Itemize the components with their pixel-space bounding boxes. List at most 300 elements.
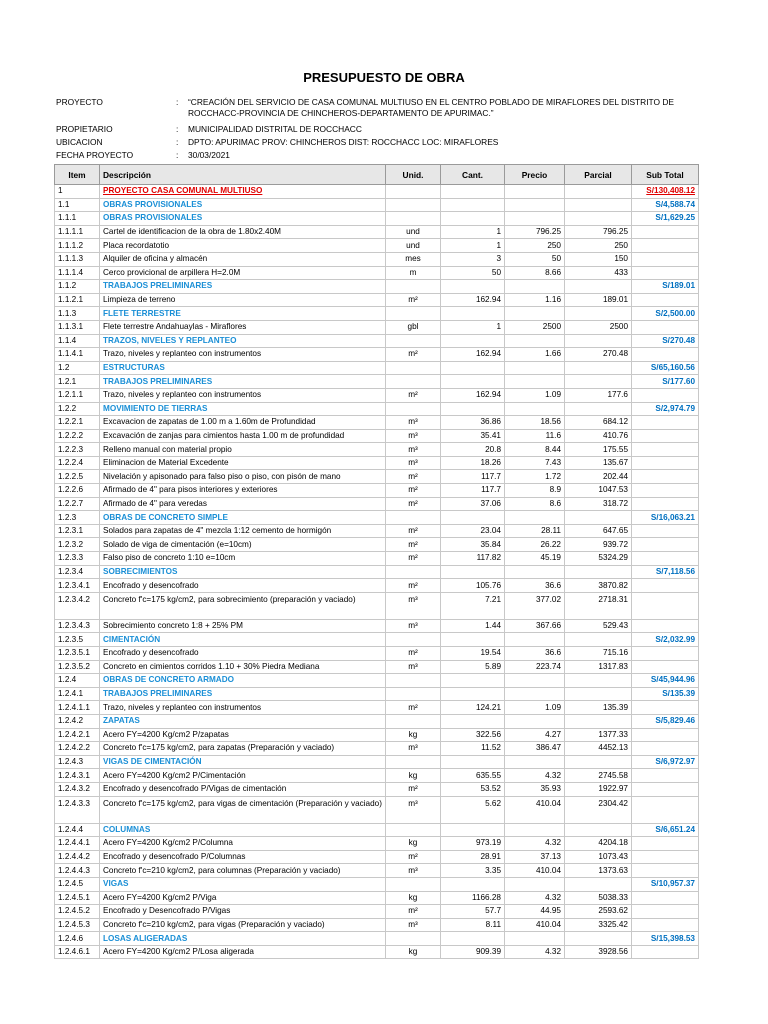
group-row bbox=[55, 361, 699, 375]
table-row bbox=[55, 579, 699, 593]
cell-precio bbox=[505, 565, 565, 579]
table-row bbox=[55, 484, 699, 498]
cell-unid: m³ bbox=[386, 416, 441, 430]
cell-cant bbox=[441, 402, 505, 416]
cell-unid: m³ bbox=[386, 443, 441, 457]
table-row bbox=[55, 429, 699, 443]
cell-unid: kg bbox=[386, 891, 441, 905]
cell-item: 1.2.2.6 bbox=[55, 484, 100, 498]
cell-item: 1.2.3.5.2 bbox=[55, 660, 100, 674]
cell-cant bbox=[441, 633, 505, 647]
cell-cant: 1.44 bbox=[441, 619, 505, 633]
cell-cant bbox=[441, 280, 505, 294]
cell-desc: Concreto f'c=175 kg/cm2, para zapatas (Preparación y vaciado) bbox=[100, 742, 386, 756]
meta-label: PROYECTO bbox=[56, 97, 103, 107]
budget-table bbox=[54, 164, 699, 959]
cell-sub bbox=[632, 660, 699, 674]
cell-unid: m² bbox=[386, 470, 441, 484]
meta-value: MUNICIPALIDAD DISTRITAL DE ROCCHACC bbox=[188, 124, 362, 134]
cell-sub: S/2,974.79 bbox=[632, 402, 699, 416]
cell-cant: 909.39 bbox=[441, 945, 505, 959]
cell-parcial: 647.65 bbox=[565, 524, 632, 538]
group-row bbox=[55, 932, 699, 946]
cell-cant: 117.82 bbox=[441, 552, 505, 566]
cell-parcial: 5324.29 bbox=[565, 552, 632, 566]
table-row bbox=[55, 239, 699, 253]
cell-item: 1.1.3.1 bbox=[55, 320, 100, 334]
cell-sub bbox=[632, 416, 699, 430]
cell-desc: Relleno manual con material propio bbox=[100, 443, 386, 457]
table-row bbox=[55, 728, 699, 742]
cell-desc: Concreto f'c=210 kg/cm2, para vigas (Preparación y vaciado) bbox=[100, 918, 386, 932]
cell-unid: m³ bbox=[386, 918, 441, 932]
cell-precio: 1.09 bbox=[505, 701, 565, 715]
group-row bbox=[55, 375, 699, 389]
cell-item: 1.2.2.5 bbox=[55, 470, 100, 484]
cell-precio: 410.04 bbox=[505, 796, 565, 823]
cell-sub: S/135.39 bbox=[632, 687, 699, 701]
cell-desc: Concreto en cimientos corridos 1.10 + 30% Piedra Mediana bbox=[100, 660, 386, 674]
cell-cant: 7.21 bbox=[441, 592, 505, 619]
table-row bbox=[55, 742, 699, 756]
cell-sub bbox=[632, 918, 699, 932]
cell-parcial: 135.67 bbox=[565, 456, 632, 470]
table-row bbox=[55, 701, 699, 715]
cell-parcial bbox=[565, 714, 632, 728]
cell-precio: 386.47 bbox=[505, 742, 565, 756]
cell-parcial bbox=[565, 198, 632, 212]
table-header-row bbox=[55, 165, 699, 185]
cell-item: 1.1.4 bbox=[55, 334, 100, 348]
cell-cant: 117.7 bbox=[441, 470, 505, 484]
cell-precio: 410.04 bbox=[505, 864, 565, 878]
cell-precio: 18.56 bbox=[505, 416, 565, 430]
table-body bbox=[55, 185, 699, 959]
group-row bbox=[55, 565, 699, 579]
cell-precio: 4.32 bbox=[505, 891, 565, 905]
cell-item: 1.2.3.4.3 bbox=[55, 619, 100, 633]
group-row bbox=[55, 185, 699, 199]
cell-cant: 322.56 bbox=[441, 728, 505, 742]
cell-unid: m³ bbox=[386, 456, 441, 470]
cell-unid: m³ bbox=[386, 742, 441, 756]
cell-sub: S/177.60 bbox=[632, 375, 699, 389]
cell-desc: Encofrado y desencofrado bbox=[100, 647, 386, 661]
cell-parcial bbox=[565, 674, 632, 688]
meta-colon: : bbox=[176, 150, 179, 160]
table-row bbox=[55, 905, 699, 919]
group-row bbox=[55, 212, 699, 226]
cell-unid bbox=[386, 334, 441, 348]
cell-desc: Concreto f'c=175 kg/cm2, para vigas de cimentación (Preparación y vaciado) bbox=[100, 796, 386, 823]
cell-desc: FLETE TERRESTRE bbox=[100, 307, 386, 321]
cell-sub bbox=[632, 239, 699, 253]
cell-parcial: 3325.42 bbox=[565, 918, 632, 932]
col-header-item: Item bbox=[55, 165, 100, 185]
cell-unid: m² bbox=[386, 552, 441, 566]
cell-cant bbox=[441, 361, 505, 375]
group-row bbox=[55, 402, 699, 416]
cell-desc: PROYECTO CASA COMUNAL MULTIUSO bbox=[100, 185, 386, 199]
cell-desc: TRABAJOS PRELIMINARES bbox=[100, 280, 386, 294]
cell-precio: 44.95 bbox=[505, 905, 565, 919]
cell-item: 1.2.1 bbox=[55, 375, 100, 389]
cell-sub bbox=[632, 484, 699, 498]
cell-parcial: 1377.33 bbox=[565, 728, 632, 742]
cell-precio: 796.25 bbox=[505, 225, 565, 239]
cell-cant: 57.7 bbox=[441, 905, 505, 919]
cell-precio: 28.11 bbox=[505, 524, 565, 538]
table-row bbox=[55, 225, 699, 239]
cell-item: 1.2.4.4.1 bbox=[55, 837, 100, 851]
cell-parcial: 135.39 bbox=[565, 701, 632, 715]
cell-sub bbox=[632, 388, 699, 402]
meta-value: DPTO: APURIMAC PROV: CHINCHEROS DIST: ROCCHACC LOC: MIRAFLORES bbox=[188, 137, 499, 147]
cell-unid: m³ bbox=[386, 592, 441, 619]
cell-parcial: 529.43 bbox=[565, 619, 632, 633]
cell-sub bbox=[632, 320, 699, 334]
cell-cant: 8.11 bbox=[441, 918, 505, 932]
cell-precio bbox=[505, 674, 565, 688]
meta-label: UBICACION bbox=[56, 137, 103, 147]
cell-cant: 1 bbox=[441, 320, 505, 334]
cell-cant: 37.06 bbox=[441, 497, 505, 511]
cell-unid: m² bbox=[386, 538, 441, 552]
cell-sub bbox=[632, 538, 699, 552]
table-row bbox=[55, 538, 699, 552]
group-row bbox=[55, 307, 699, 321]
cell-desc: VIGAS DE CIMENTACIÓN bbox=[100, 755, 386, 769]
cell-precio: 45.19 bbox=[505, 552, 565, 566]
cell-parcial bbox=[565, 755, 632, 769]
cell-item: 1.2.4.4.2 bbox=[55, 850, 100, 864]
cell-desc: OBRAS PROVISIONALES bbox=[100, 212, 386, 226]
group-row bbox=[55, 674, 699, 688]
table-row bbox=[55, 769, 699, 783]
cell-sub: S/2,032.99 bbox=[632, 633, 699, 647]
cell-unid: m² bbox=[386, 850, 441, 864]
cell-precio bbox=[505, 185, 565, 199]
cell-desc: OBRAS DE CONCRETO ARMADO bbox=[100, 674, 386, 688]
cell-precio: 1.09 bbox=[505, 388, 565, 402]
cell-cant bbox=[441, 755, 505, 769]
cell-parcial: 4452.13 bbox=[565, 742, 632, 756]
cell-unid bbox=[386, 633, 441, 647]
group-row bbox=[55, 511, 699, 525]
cell-sub: S/1,629.25 bbox=[632, 212, 699, 226]
cell-desc: Concreto f'c=210 kg/cm2, para columnas (Preparación y vaciado) bbox=[100, 864, 386, 878]
cell-precio: 250 bbox=[505, 239, 565, 253]
cell-unid: und bbox=[386, 239, 441, 253]
cell-parcial: 177.6 bbox=[565, 388, 632, 402]
cell-precio bbox=[505, 212, 565, 226]
cell-desc: TRABAJOS PRELIMINARES bbox=[100, 375, 386, 389]
cell-precio: 36.6 bbox=[505, 647, 565, 661]
cell-sub: S/2,500.00 bbox=[632, 307, 699, 321]
cell-desc: Eliminacion de Material Excedente bbox=[100, 456, 386, 470]
cell-item: 1.2.3.4.2 bbox=[55, 592, 100, 619]
cell-desc: OBRAS PROVISIONALES bbox=[100, 198, 386, 212]
cell-unid bbox=[386, 511, 441, 525]
group-row bbox=[55, 823, 699, 837]
cell-cant: 19.54 bbox=[441, 647, 505, 661]
cell-item: 1.2.2.7 bbox=[55, 497, 100, 511]
cell-precio: 26.22 bbox=[505, 538, 565, 552]
cell-precio bbox=[505, 755, 565, 769]
cell-item: 1.2.2.2 bbox=[55, 429, 100, 443]
cell-item: 1.1.1 bbox=[55, 212, 100, 226]
table-row bbox=[55, 456, 699, 470]
cell-desc: Encofrado y Desencofrado P/Vigas bbox=[100, 905, 386, 919]
cell-precio bbox=[505, 361, 565, 375]
cell-sub bbox=[632, 524, 699, 538]
cell-item: 1.2.3.4 bbox=[55, 565, 100, 579]
cell-parcial bbox=[565, 932, 632, 946]
cell-desc: Trazo, niveles y replanteo con instrumentos bbox=[100, 348, 386, 362]
cell-sub: S/6,972.97 bbox=[632, 755, 699, 769]
cell-desc: Trazo, niveles y replanteo con instrumentos bbox=[100, 388, 386, 402]
cell-sub bbox=[632, 552, 699, 566]
cell-sub: S/5,829.46 bbox=[632, 714, 699, 728]
cell-cant: 36.86 bbox=[441, 416, 505, 430]
col-header-parcial: Parcial bbox=[565, 165, 632, 185]
cell-parcial: 202.44 bbox=[565, 470, 632, 484]
cell-item: 1.2.4.2.1 bbox=[55, 728, 100, 742]
cell-parcial bbox=[565, 307, 632, 321]
cell-parcial bbox=[565, 687, 632, 701]
cell-desc: LOSAS ALIGERADAS bbox=[100, 932, 386, 946]
cell-item: 1.2.4.3.1 bbox=[55, 769, 100, 783]
cell-cant bbox=[441, 185, 505, 199]
cell-precio bbox=[505, 877, 565, 891]
cell-item: 1.2.3.2 bbox=[55, 538, 100, 552]
cell-item: 1.2.4.5.1 bbox=[55, 891, 100, 905]
cell-precio: 4.32 bbox=[505, 945, 565, 959]
cell-cant: 20.8 bbox=[441, 443, 505, 457]
cell-item: 1.2.4.3 bbox=[55, 755, 100, 769]
cell-item: 1.2.4.4.3 bbox=[55, 864, 100, 878]
cell-sub bbox=[632, 225, 699, 239]
cell-item: 1.2.2.1 bbox=[55, 416, 100, 430]
cell-item: 1.2.4.6 bbox=[55, 932, 100, 946]
cell-unid: gbl bbox=[386, 320, 441, 334]
cell-cant bbox=[441, 714, 505, 728]
cell-unid: m² bbox=[386, 782, 441, 796]
group-row bbox=[55, 687, 699, 701]
cell-item: 1.1 bbox=[55, 198, 100, 212]
table-row bbox=[55, 416, 699, 430]
cell-unid: mes bbox=[386, 252, 441, 266]
cell-sub bbox=[632, 945, 699, 959]
cell-parcial: 433 bbox=[565, 266, 632, 280]
cell-cant: 3 bbox=[441, 252, 505, 266]
cell-unid: m² bbox=[386, 484, 441, 498]
cell-item: 1.2.4.3.2 bbox=[55, 782, 100, 796]
cell-unid: m² bbox=[386, 647, 441, 661]
cell-sub: S/16,063.21 bbox=[632, 511, 699, 525]
cell-item: 1.2.3.5.1 bbox=[55, 647, 100, 661]
cell-desc: Solado de viga de cimentación (e=10cm) bbox=[100, 538, 386, 552]
cell-parcial: 2304.42 bbox=[565, 796, 632, 823]
cell-parcial: 150 bbox=[565, 252, 632, 266]
cell-sub: S/7,118.56 bbox=[632, 565, 699, 579]
table-row bbox=[55, 647, 699, 661]
cell-cant: 23.04 bbox=[441, 524, 505, 538]
cell-sub bbox=[632, 266, 699, 280]
cell-unid: kg bbox=[386, 945, 441, 959]
cell-cant: 50 bbox=[441, 266, 505, 280]
table-row bbox=[55, 320, 699, 334]
cell-cant: 162.94 bbox=[441, 388, 505, 402]
cell-sub bbox=[632, 728, 699, 742]
table-row bbox=[55, 470, 699, 484]
cell-sub bbox=[632, 891, 699, 905]
cell-desc: Excavacion de zapatas de 1.00 m a 1.60m de Profundidad bbox=[100, 416, 386, 430]
cell-parcial: 684.12 bbox=[565, 416, 632, 430]
table-row bbox=[55, 252, 699, 266]
cell-item: 1.1.1.4 bbox=[55, 266, 100, 280]
meta-colon: : bbox=[176, 137, 179, 147]
group-row bbox=[55, 280, 699, 294]
cell-unid: m² bbox=[386, 524, 441, 538]
cell-cant bbox=[441, 565, 505, 579]
group-row bbox=[55, 714, 699, 728]
cell-cant: 1 bbox=[441, 225, 505, 239]
cell-cant: 635.55 bbox=[441, 769, 505, 783]
meta-label: FECHA PROYECTO bbox=[56, 150, 134, 160]
cell-desc: Concreto f'c=175 kg/cm2, para sobrecimiento (preparación y vaciado) bbox=[100, 592, 386, 619]
cell-cant bbox=[441, 511, 505, 525]
cell-precio: 8.44 bbox=[505, 443, 565, 457]
cell-desc: TRAZOS, NIVELES Y REPLANTEO bbox=[100, 334, 386, 348]
cell-precio bbox=[505, 714, 565, 728]
cell-desc: Encofrado y desencofrado bbox=[100, 579, 386, 593]
cell-cant: 1166.28 bbox=[441, 891, 505, 905]
cell-item: 1.2.4.4 bbox=[55, 823, 100, 837]
cell-parcial: 270.48 bbox=[565, 348, 632, 362]
cell-desc: Acero FY=4200 Kg/cm2 P/Losa aligerada bbox=[100, 945, 386, 959]
cell-desc: Solados para zapatas de 4" mezcla 1:12 cemento de hormigón bbox=[100, 524, 386, 538]
meta-colon: : bbox=[176, 97, 179, 107]
cell-cant: 117.7 bbox=[441, 484, 505, 498]
cell-sub bbox=[632, 769, 699, 783]
cell-precio: 4.27 bbox=[505, 728, 565, 742]
cell-desc: MOVIMIENTO DE TIERRAS bbox=[100, 402, 386, 416]
cell-sub: S/270.48 bbox=[632, 334, 699, 348]
cell-precio: 367.66 bbox=[505, 619, 565, 633]
cell-precio: 8.66 bbox=[505, 266, 565, 280]
table-row bbox=[55, 619, 699, 633]
cell-sub bbox=[632, 252, 699, 266]
table-row bbox=[55, 796, 699, 823]
cell-sub bbox=[632, 850, 699, 864]
table-row bbox=[55, 348, 699, 362]
cell-unid: m³ bbox=[386, 864, 441, 878]
table-row bbox=[55, 837, 699, 851]
cell-cant bbox=[441, 198, 505, 212]
group-row bbox=[55, 755, 699, 769]
meta-value: 30/03/2021 bbox=[188, 150, 230, 160]
cell-precio: 1.16 bbox=[505, 293, 565, 307]
cell-sub: S/10,957.37 bbox=[632, 877, 699, 891]
cell-item: 1.2.4 bbox=[55, 674, 100, 688]
cell-cant bbox=[441, 334, 505, 348]
cell-parcial bbox=[565, 511, 632, 525]
table-row bbox=[55, 293, 699, 307]
cell-cant bbox=[441, 932, 505, 946]
table-row bbox=[55, 443, 699, 457]
table-row bbox=[55, 660, 699, 674]
cell-precio: 7.43 bbox=[505, 456, 565, 470]
cell-unid bbox=[386, 361, 441, 375]
col-header-precio: Precio bbox=[505, 165, 565, 185]
cell-parcial: 175.55 bbox=[565, 443, 632, 457]
meta-label: PROPIETARIO bbox=[56, 124, 113, 134]
cell-desc: Acero FY=4200 Kg/cm2 P/Viga bbox=[100, 891, 386, 905]
col-header-unid: Unid. bbox=[386, 165, 441, 185]
table-row bbox=[55, 592, 699, 619]
cell-item: 1.2.4.5.2 bbox=[55, 905, 100, 919]
cell-cant bbox=[441, 375, 505, 389]
cell-parcial: 1047.53 bbox=[565, 484, 632, 498]
cell-item: 1.2.2.3 bbox=[55, 443, 100, 457]
table-row bbox=[55, 552, 699, 566]
cell-desc: Falso piso de concreto 1:10 e=10cm bbox=[100, 552, 386, 566]
cell-desc: ESTRUCTURAS bbox=[100, 361, 386, 375]
cell-sub bbox=[632, 470, 699, 484]
cell-parcial bbox=[565, 565, 632, 579]
cell-desc: Acero FY=4200 Kg/cm2 P/Columna bbox=[100, 837, 386, 851]
group-row bbox=[55, 198, 699, 212]
cell-parcial: 3870.82 bbox=[565, 579, 632, 593]
cell-unid bbox=[386, 307, 441, 321]
meta-colon: : bbox=[176, 124, 179, 134]
cell-item: 1.2.3.3 bbox=[55, 552, 100, 566]
cell-desc: ZAPATAS bbox=[100, 714, 386, 728]
cell-precio bbox=[505, 687, 565, 701]
cell-item: 1.2.3.5 bbox=[55, 633, 100, 647]
cell-item: 1.2.4.1 bbox=[55, 687, 100, 701]
cell-item: 1.1.2.1 bbox=[55, 293, 100, 307]
group-row bbox=[55, 877, 699, 891]
cell-desc: Nivelación y apisonado para falso piso o piso, con pisón de mano bbox=[100, 470, 386, 484]
cell-item: 1.2 bbox=[55, 361, 100, 375]
cell-precio: 4.32 bbox=[505, 769, 565, 783]
cell-unid: m bbox=[386, 266, 441, 280]
cell-precio bbox=[505, 823, 565, 837]
cell-item: 1.2.4.2 bbox=[55, 714, 100, 728]
cell-parcial: 939.72 bbox=[565, 538, 632, 552]
cell-parcial: 715.16 bbox=[565, 647, 632, 661]
cell-cant: 5.62 bbox=[441, 796, 505, 823]
cell-parcial bbox=[565, 823, 632, 837]
cell-parcial: 2500 bbox=[565, 320, 632, 334]
cell-item: 1.1.2 bbox=[55, 280, 100, 294]
cell-unid bbox=[386, 755, 441, 769]
cell-cant: 5.89 bbox=[441, 660, 505, 674]
cell-desc: Afirmado de 4" para veredas bbox=[100, 497, 386, 511]
cell-unid: kg bbox=[386, 769, 441, 783]
cell-parcial bbox=[565, 212, 632, 226]
cell-precio bbox=[505, 633, 565, 647]
cell-sub bbox=[632, 701, 699, 715]
cell-precio: 50 bbox=[505, 252, 565, 266]
cell-sub bbox=[632, 348, 699, 362]
cell-item: 1.2.4.2.2 bbox=[55, 742, 100, 756]
cell-desc: CIMENTACIÓN bbox=[100, 633, 386, 647]
cell-cant: 3.35 bbox=[441, 864, 505, 878]
cell-sub bbox=[632, 796, 699, 823]
